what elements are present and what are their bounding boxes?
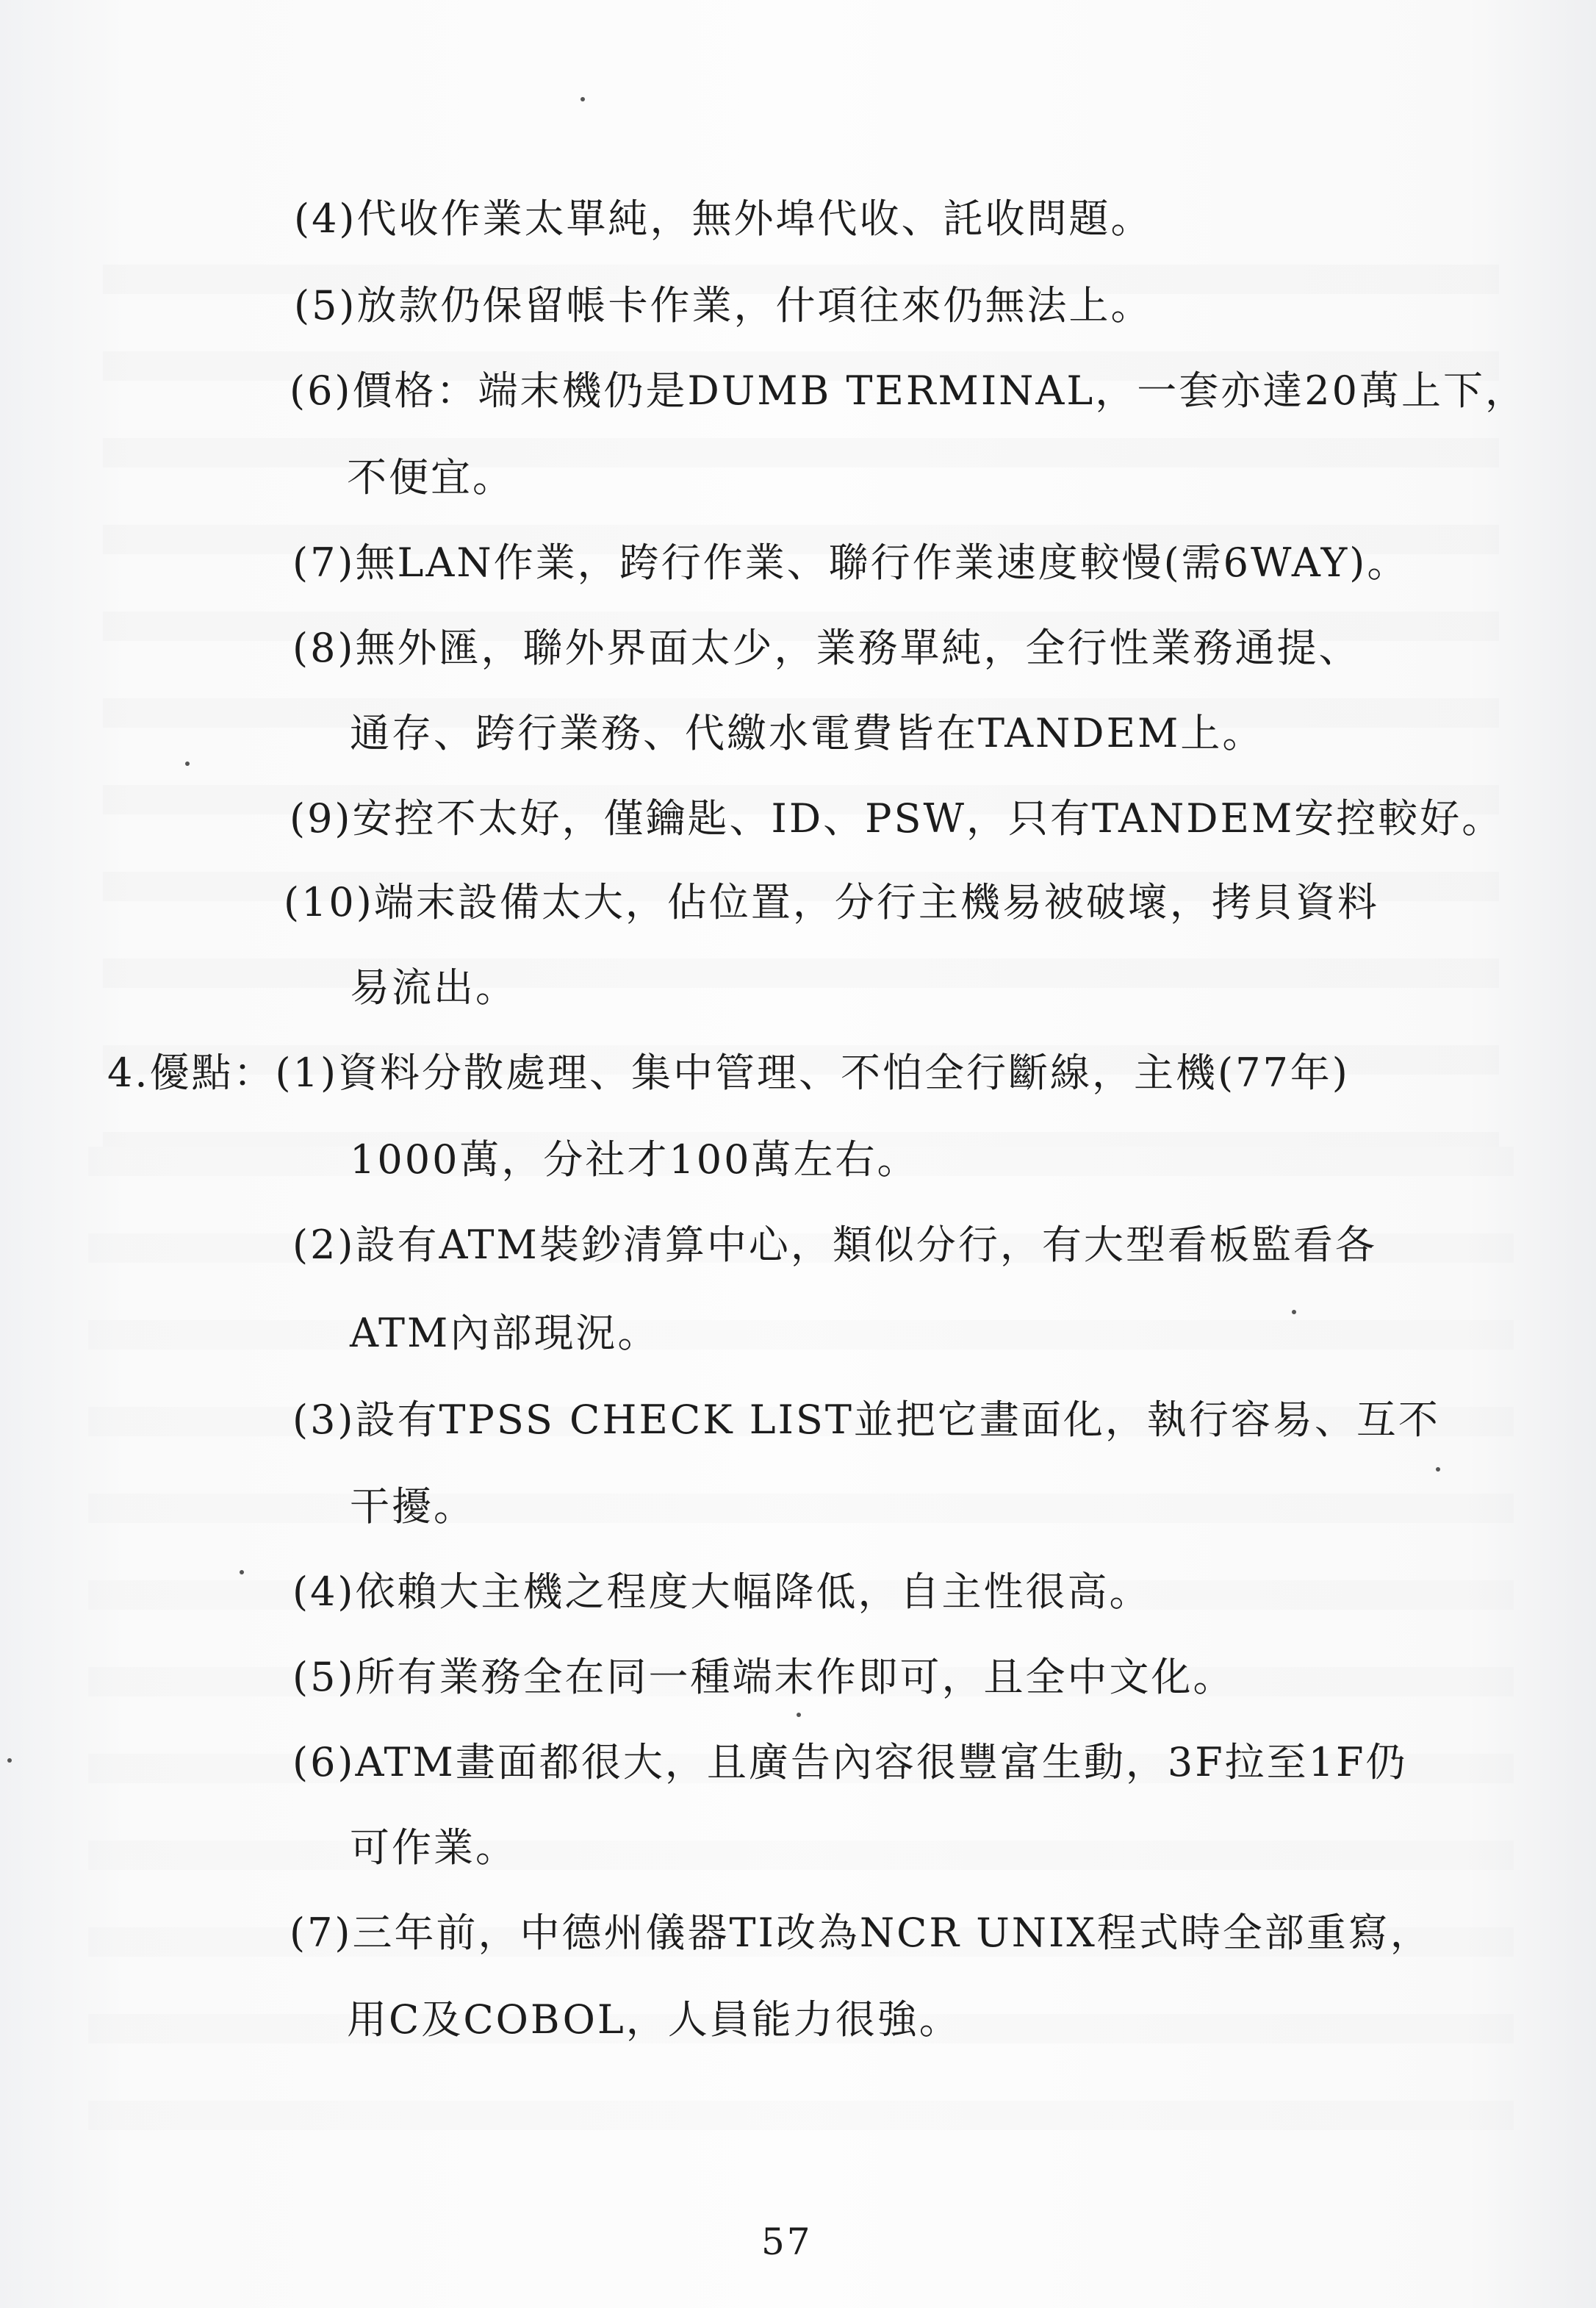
text-line [292,625,1361,672]
text-line [350,1136,919,1183]
scan-speck [1292,1310,1296,1314]
item-text: 易流出。 [350,964,517,1011]
scan-speck [580,97,585,101]
item-number: (7) [292,540,356,586]
text-line [347,454,514,501]
text-line [290,795,1503,842]
item-text: 用C及COBOL，人員能力很強。 [347,1996,961,2043]
item-text: 端末設備太大，佔位置，分行主機易被破壞，拷貝資料 [373,879,1379,925]
text-line [350,1310,659,1357]
item-number: (8) [292,625,356,671]
text-line [284,879,1379,926]
text-line [292,1569,1151,1616]
item-number: (7) [290,1910,353,1956]
item-number: (9) [290,795,353,842]
item-text: 設有TPSS CHECK LIST並把它畫面化，執行容易、互不 [355,1397,1440,1443]
text-line [292,1739,1408,1786]
item-text: 干擾。 [350,1483,475,1530]
item-text: 無LAN作業，跨行作業、聯行作業速度較慢(需6WAY)。 [355,540,1409,586]
item-text: 1000萬，分社才100萬左右。 [350,1136,919,1183]
text-line [292,1222,1377,1269]
item-text: 放款仍保留帳卡作業，什項往來仍無法上。 [356,282,1153,329]
item-text: ATM內部現況。 [350,1310,660,1356]
item-number: (5) [292,1654,356,1700]
item-text: 不便宜。 [347,454,514,501]
scan-speck [797,1713,801,1717]
item-text: 三年前，中德州儀器TI改為NCR UNIX程式時全部重寫， [352,1910,1432,1956]
item-number: 4.優點：(1) [107,1050,339,1096]
item-text: ATM畫面都很大，且廣告內容很豐富生動，3F拉至1F仍 [355,1739,1408,1785]
item-text: 通存、跨行業務、代繳水電費皆在TANDEM上。 [350,710,1265,756]
text-line [294,196,1153,243]
item-number: (4) [292,1569,356,1615]
item-text: 所有業務全在同一種端末作即可，且全中文化。 [355,1654,1235,1700]
item-number: (10) [284,879,374,925]
page-number: 57 [761,2221,813,2263]
scan-speck [240,1570,244,1574]
text-line [294,282,1153,329]
item-text: 依賴大主機之程度大幅降低，自主性很高。 [355,1569,1151,1615]
item-number: (2) [292,1222,356,1268]
text-line [350,1824,517,1871]
scan-speck [185,761,190,766]
item-number: (4) [294,196,357,242]
item-text: 可作業。 [350,1824,517,1871]
text-line [350,710,1264,757]
show-through-shadow [88,1147,1514,2132]
item-number: (6) [292,1739,356,1785]
text-line [347,1996,961,2043]
scan-speck [7,1758,12,1763]
item-number: (5) [294,282,357,329]
item-text: 無外匯，聯外界面太少，業務單純，全行性業務通提、 [355,625,1361,671]
text-line [290,1910,1432,1957]
item-number: (3) [292,1397,356,1443]
text-line [292,540,1409,587]
item-text: 代收作業太單純，無外埠代收、託收問題。 [356,196,1153,242]
scan-speck [1436,1467,1440,1472]
text-line [292,1654,1235,1701]
item-text: 價格：端末機仍是DUMB TERMINAL，一套亦達20萬上下， [352,368,1527,414]
item-text: 設有ATM裝鈔清算中心，類似分行，有大型看板監看各 [355,1222,1377,1268]
text-line [292,1397,1440,1444]
item-text: 安控不太好，僅鑰匙、ID、PSW，只有TANDEM安控較好。 [352,795,1504,842]
text-line [350,1483,475,1530]
text-line [290,368,1527,415]
item-text: 資料分散處理、集中管理、不怕全行斷線，主機(77年) [338,1050,1350,1096]
item-number: (6) [290,368,353,414]
text-line [350,964,517,1011]
text-line [107,1050,1350,1097]
